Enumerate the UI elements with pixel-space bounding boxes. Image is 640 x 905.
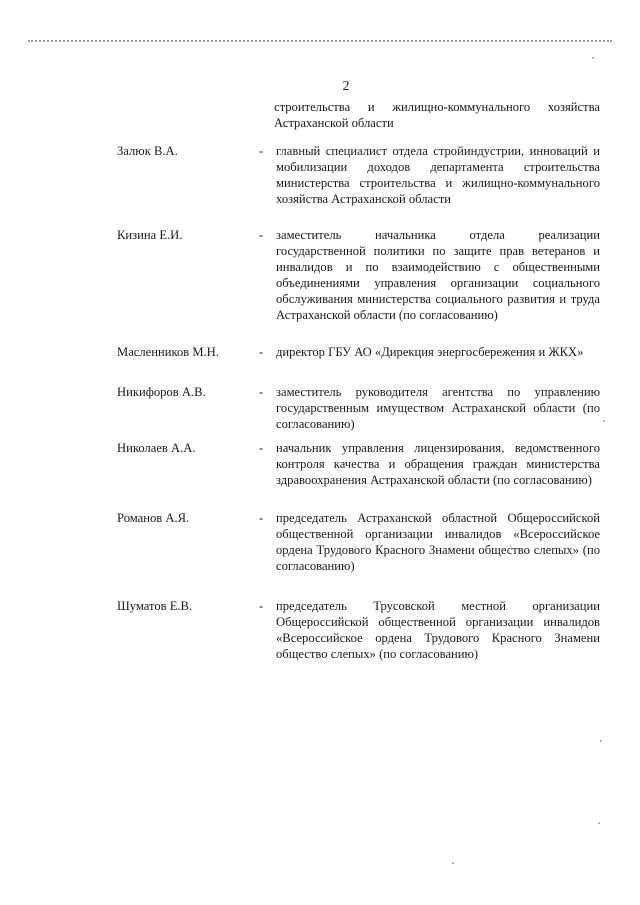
scan-speck (452, 862, 454, 864)
member-dash: - (259, 144, 264, 158)
continuation-line-1: строительства и жилищно-коммунального хозяйства (274, 100, 600, 114)
member-dash: - (259, 345, 264, 359)
member-name: Масленников М.Н. (117, 345, 219, 359)
member-dash: - (259, 385, 264, 399)
member-name: Кизина Е.И. (117, 228, 183, 242)
member-description: председатель Астраханской областной Общероссийской общественной организации инвалидов «Всероссийское ордена Трудового Красного Знамени общество слепых» (по согласованию) (276, 511, 600, 573)
member-name: Залюк В.А. (117, 144, 178, 158)
member-description: директор ГБУ АО «Дирекция энергосбережения и ЖКХ» (276, 345, 584, 359)
member-name: Шуматов Е.В. (117, 599, 193, 613)
scan-speck (603, 420, 605, 422)
member-name: Никифоров А.В. (117, 385, 206, 399)
scan-edge-line (28, 40, 612, 42)
member-name: Николаев А.А. (117, 441, 196, 455)
member-name: Романов А.Я. (117, 511, 190, 525)
scan-speck (592, 57, 594, 59)
member-dash: - (259, 228, 264, 242)
member-dash: - (259, 511, 264, 525)
member-dash: - (259, 441, 264, 455)
member-description: главный специалист отдела стройиндустрии, инноваций и мобилизации доходов департамента строительства министерства строительства и жилищно-коммунального хозяйства Астраханской области (276, 144, 600, 206)
member-description: заместитель руководителя агентства по управлению государственным имуществом Астраханской области (по согласованию) (276, 385, 600, 431)
member-description: заместитель начальника отдела реализации государственной политики по защите прав ветеранов и инвалидов и по взаимодействию с общественными объединениями управления организации социального обслуживания министерства социального развития и труда Астраханской области (по согласованию) (276, 228, 600, 322)
scan-speck (598, 822, 600, 824)
member-description: председатель Трусовской местной организации Общероссийской общественной организации инвалидов «Всероссийское ордена Трудового Красного Знамени общество слепых» (по согласованию) (276, 599, 600, 661)
member-dash: - (259, 599, 264, 613)
continuation-text (274, 99, 600, 131)
scan-speck (600, 740, 602, 742)
continuation-line-2: Астраханской области (274, 116, 394, 130)
page-number: 2 (342, 79, 350, 94)
member-description: начальник управления лицензирования, ведомственного контроля качества и обращения граждан министерства здравоохранения Астраханской области (по согласованию) (276, 441, 600, 487)
